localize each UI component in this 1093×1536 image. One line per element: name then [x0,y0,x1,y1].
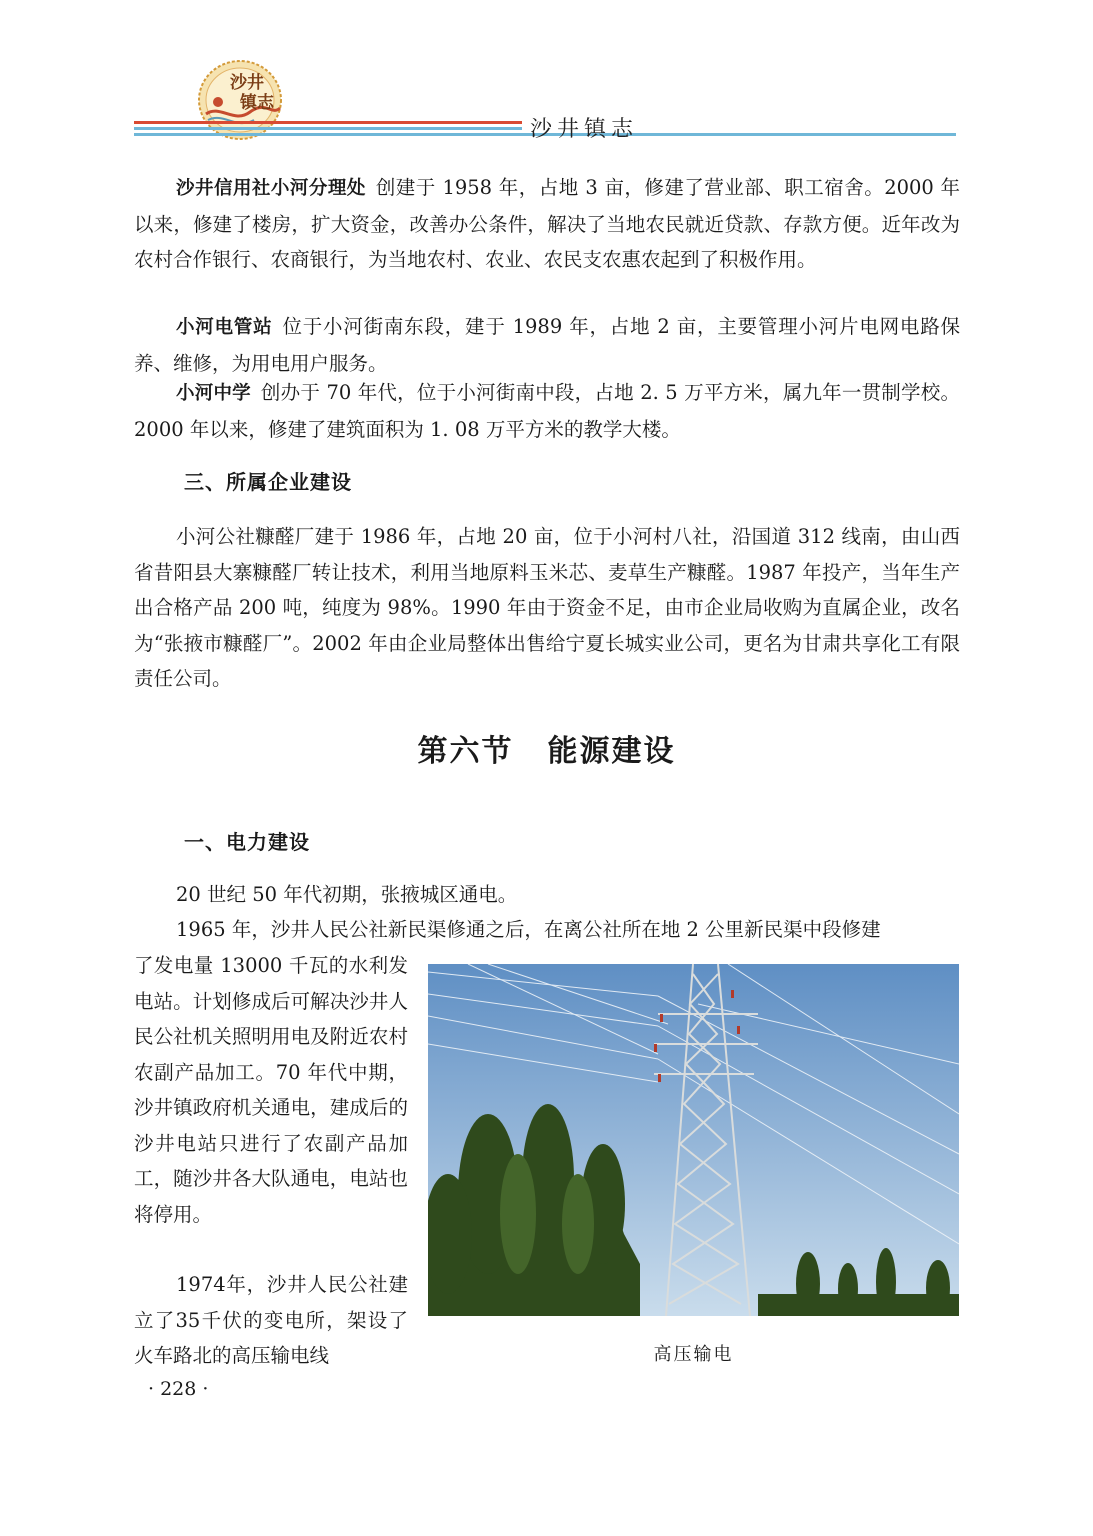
paragraph-title: 小河电管站 [176,317,273,338]
column-text-hydro: 了发电量 13000 千瓦的水利发电站。计划修成后可解决沙井人民公社机关照明用电及附近农村农副产品加工。70 年代中期，沙井镇政府机关通电，建成后的沙井电站只进行了农副产品加工，随沙井各大队通电，电站也将停用。 [134,954,408,1226]
paragraph-text: 位于小河街南东段，建于 1989 年，占地 2 亩，主要管理小河片电网电路保养、维修，为用电用户服务。 [134,315,960,375]
section-name: 能源建设 [547,734,676,769]
header-rule-blue [134,127,522,130]
page-number: · 228 · [148,1378,209,1400]
paragraph-power-2: 1965 年，沙井人民公社新民渠修通之后，在离公社所在地 2 公里新民渠中段修建 [176,918,881,941]
section-number: 第六节 [417,734,514,769]
paragraph-power-station [134,309,960,381]
paragraph-title: 沙井信用社小河分理处 [176,178,366,199]
column-text-substation: 1974年，沙井人民公社建立了35千伏的变电所，架设了火车路北的高压输电线 [134,1273,408,1367]
paragraph-enterprise: 小河公社糠醛厂建于 1986 年，占地 20 亩，位于小河村八社，沿国道 312 线南，由山西省昔阳县大寨糠醛厂转让技术，利用当地原料玉米芯、麦草生产糠醛。1987 年投产，当年生产出合格产品 200 吨，纯度为 98%。1990 年由于资金不足，由市企业局收购为直属企业，改名为“张掖市糠醛厂”。2002 年由企业局整体出售给宁夏长城实业公司，更名为甘肃共享化工有限责任公司。 [134,525,960,690]
section-title [0,726,1093,770]
photo-caption: 高压输电 [653,1344,734,1365]
header-rule-red [134,121,522,124]
paragraph-text: 创建于 1958 年，占地 3 亩，修建了营业部、职工宿舍。2000 年以来，修建了楼房，扩大资金，改善办公条件，解决了当地农民就近贷款、存款方便。近年改为农村合作银行、农商银行，为当地农村、农业、农民支农惠农起到了积极作用。 [134,176,960,271]
paragraph-title: 小河中学 [176,383,251,404]
paragraph-middle-school [134,375,960,447]
paragraph-power-1: 20 世纪 50 年代初期，张掖城区通电。 [176,883,518,906]
paragraph-text: 创办于 70 年代，位于小河街南中段，占地 2. 5 万平方米，属九年一贯制学校。2000 年以来，修建了建筑面积为 1. 08 万平方米的教学大楼。 [134,381,960,441]
running-head: 沙井镇志 [530,117,639,142]
subhead-enterprise: 三、所属企业建设 [184,470,352,494]
photo-power-tower [428,964,959,1316]
emblem-text-1: 沙井 [230,73,264,93]
paragraph-credit-union [134,170,960,278]
subhead-power: 一、电力建设 [184,830,310,854]
emblem-text-2: 镇志 [240,93,274,113]
